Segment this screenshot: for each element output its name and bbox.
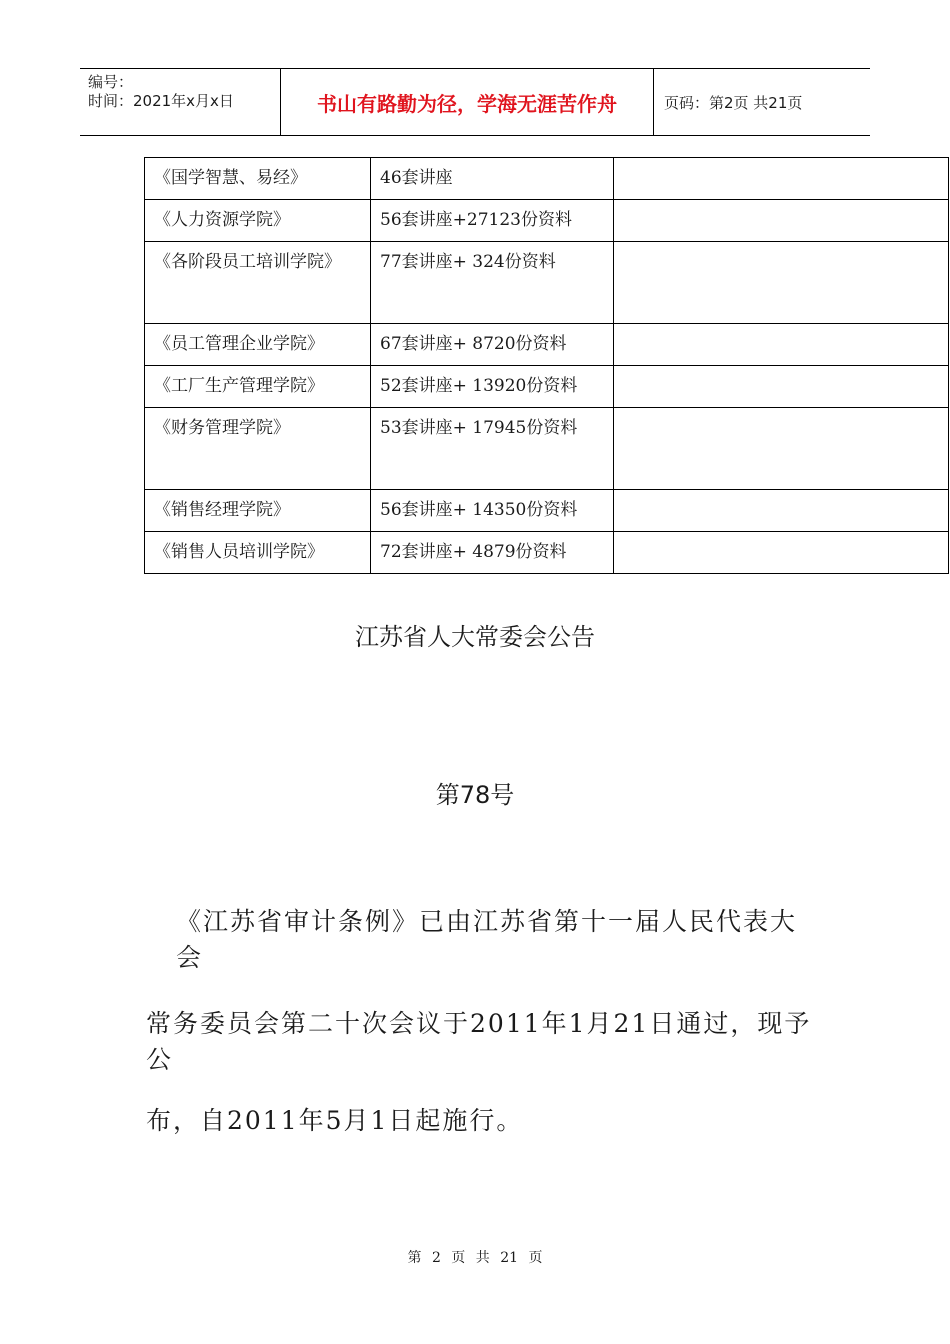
course-content-cell: 46套讲座 (371, 158, 614, 200)
course-name-cell: 《国学智慧、易经》 (145, 158, 371, 200)
course-extra-cell (614, 532, 949, 574)
course-content-cell: 56套讲座+27123份资料 (371, 200, 614, 242)
course-name-cell: 《各阶段员工培训学院》 (145, 242, 371, 324)
page-footer: 第 2 页 共 21 页 (407, 1250, 543, 1266)
course-name-cell: 《人力资源学院》 (145, 200, 371, 242)
course-extra-cell (614, 200, 949, 242)
course-content-cell: 72套讲座+ 4879份资料 (371, 532, 614, 574)
course-content-cell: 67套讲座+ 8720份资料 (371, 324, 614, 366)
header-motto: 书山有路勤为径，学海无涯苦作舟 (281, 69, 654, 135)
course-extra-cell (614, 408, 949, 490)
course-extra-cell (614, 324, 949, 366)
course-content-cell: 77套讲座+ 324份资料 (371, 242, 614, 324)
course-extra-cell (614, 242, 949, 324)
course-name-cell: 《工厂生产管理学院》 (145, 366, 371, 408)
announcement-line-1: 《江苏省审计条例》已由江苏省第十一届人民代表大会 (176, 907, 798, 972)
table-row (145, 490, 949, 532)
announcement-number: 第78号 (435, 781, 515, 809)
announcement-title: 江苏省人大常委会公告 (355, 623, 595, 651)
course-extra-cell (614, 158, 949, 200)
header-meta (80, 69, 281, 135)
table-row (145, 408, 949, 490)
table-row (145, 242, 949, 324)
table-row (145, 158, 949, 200)
course-name-cell: 《财务管理学院》 (145, 408, 371, 490)
course-content-cell: 56套讲座+ 14350份资料 (371, 490, 614, 532)
course-name-cell: 《员工管理企业学院》 (145, 324, 371, 366)
table-row (145, 366, 949, 408)
course-extra-cell (614, 490, 949, 532)
course-name-cell: 《销售人员培训学院》 (145, 532, 371, 574)
header-page-info: 页码：第2页 共21页 (664, 93, 803, 112)
announcement-line-3: 布，自2011年5月1日起施行。 (146, 1106, 524, 1135)
course-content-cell: 53套讲座+ 17945份资料 (371, 408, 614, 490)
header-number-label: 编号： (88, 73, 134, 91)
table-row (145, 324, 949, 366)
course-content-cell: 52套讲座+ 13920份资料 (371, 366, 614, 408)
header-time-label: 时间：2021年x月x日 (88, 92, 234, 110)
course-table (144, 157, 949, 574)
course-name-cell: 《销售经理学院》 (145, 490, 371, 532)
announcement-line-2: 常务委员会第二十次会议于2011年1月21日通过，现予公 (146, 1009, 812, 1074)
page-header (80, 68, 870, 136)
table-row (145, 200, 949, 242)
table-row (145, 532, 949, 574)
course-extra-cell (614, 366, 949, 408)
